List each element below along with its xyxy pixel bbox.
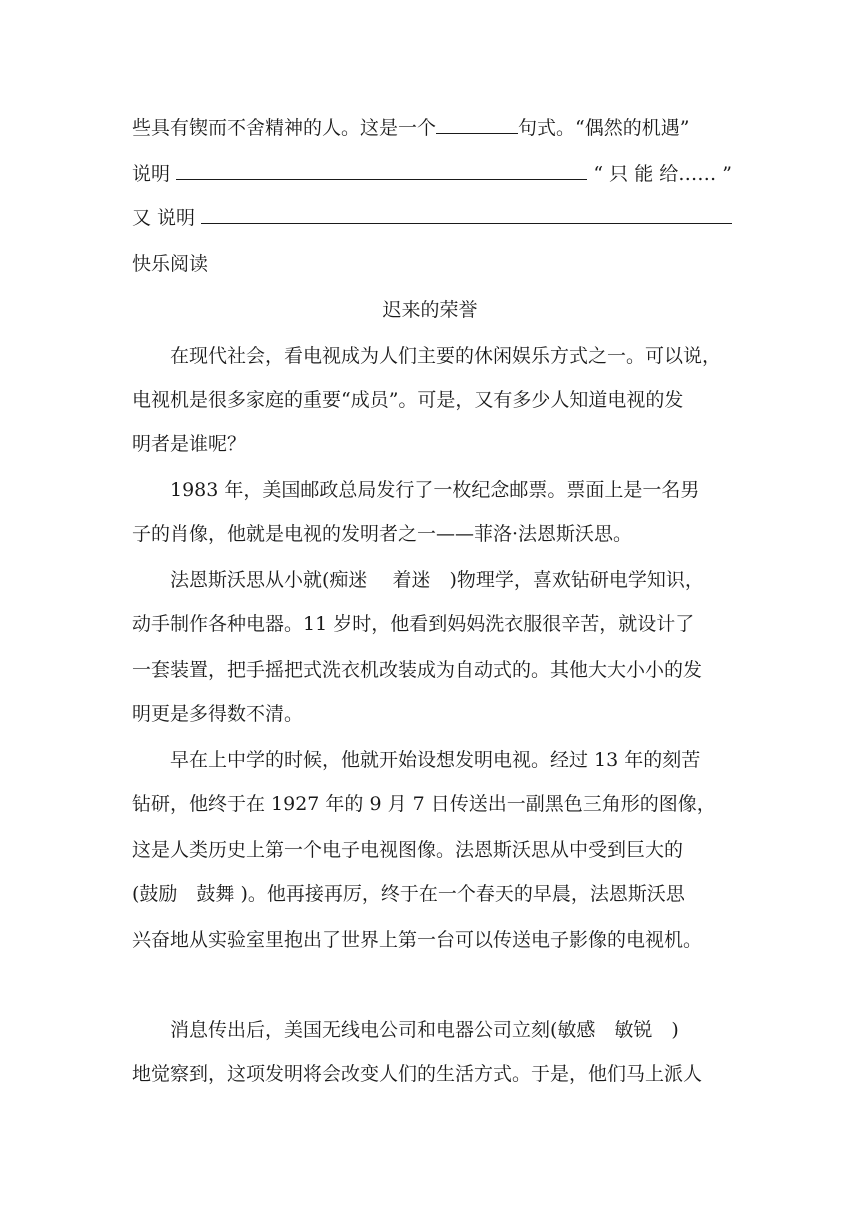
article-line: 钻研，他终于在 1927 年的 9 月 7 日传送出一副黑色三角形的图像， [132, 793, 716, 815]
article-line: 电视机是很多家庭的重要“成员”。可是，又有多少人知道电视的发 [132, 389, 684, 411]
article-line: 明更是多得数不清。 [132, 703, 304, 725]
exercise-line-1-text-b: 句式。“偶然的机遇” [518, 117, 690, 139]
exercise-line-1 [132, 114, 732, 142]
answer-blank-3 [201, 205, 732, 224]
article-line: 在现代社会，看电视成为人们主要的休闲娱乐方式之一。可以说， [170, 345, 722, 367]
answer-blank-2 [176, 161, 587, 180]
exercise-line-3-text-a: 又 说明 [132, 207, 196, 229]
article-line: (鼓励 鼓舞 )。他再接再厉，终于在一个春天的早晨，法恩斯沃思 [132, 883, 685, 905]
article-line: 这是人类历史上第一个电子电视图像。法恩斯沃思从中受到巨大的 [132, 839, 684, 861]
article-line: 明者是谁呢？ [132, 433, 247, 455]
section-heading: 快乐阅读 [132, 253, 209, 275]
article-line: 消息传出后，美国无线电公司和电器公司立刻(敏感 敏锐 ) [170, 1019, 679, 1041]
article-line: 兴奋地从实验室里抱出了世界上第一台可以传送电子影像的电视机。 [132, 929, 703, 951]
article-line: 1983 年，美国邮政总局发行了一枚纪念邮票。票面上是一名男 [170, 479, 700, 501]
exercise-line-2-text-b: “ 只 能 给…… ” [593, 163, 732, 185]
exercise-line-2-text-a: 说明 [132, 163, 171, 185]
exercise-line-2 [132, 160, 732, 188]
article-line: 子的肖像，他就是电视的发明者之一——菲洛·法恩斯沃思。 [132, 523, 633, 545]
exercise-line-3 [132, 204, 732, 232]
article-line: 早在上中学的时候，他就开始设想发明电视。经过 13 年的刻苦 [170, 749, 701, 771]
answer-blank-1 [436, 115, 518, 134]
article-line: 法恩斯沃思从小就(痴迷 着迷 )物理学，喜欢钻研电学知识， [170, 569, 704, 591]
article-line: 地觉察到，这项发明将会改变人们的生活方式。于是，他们马上派人 [132, 1063, 703, 1085]
article-title: 迟来的荣誉 [382, 299, 478, 321]
article-line: 一套装置，把手摇把式洗衣机改装成为自动式的。其他大大小小的发 [132, 659, 703, 681]
article-line: 动手制作各种电器。11 岁时，他看到妈妈洗衣服很辛苦，就设计了 [132, 613, 695, 635]
exercise-line-1-text-a: 些具有锲而不舍精神的人。这是一个 [132, 117, 437, 139]
